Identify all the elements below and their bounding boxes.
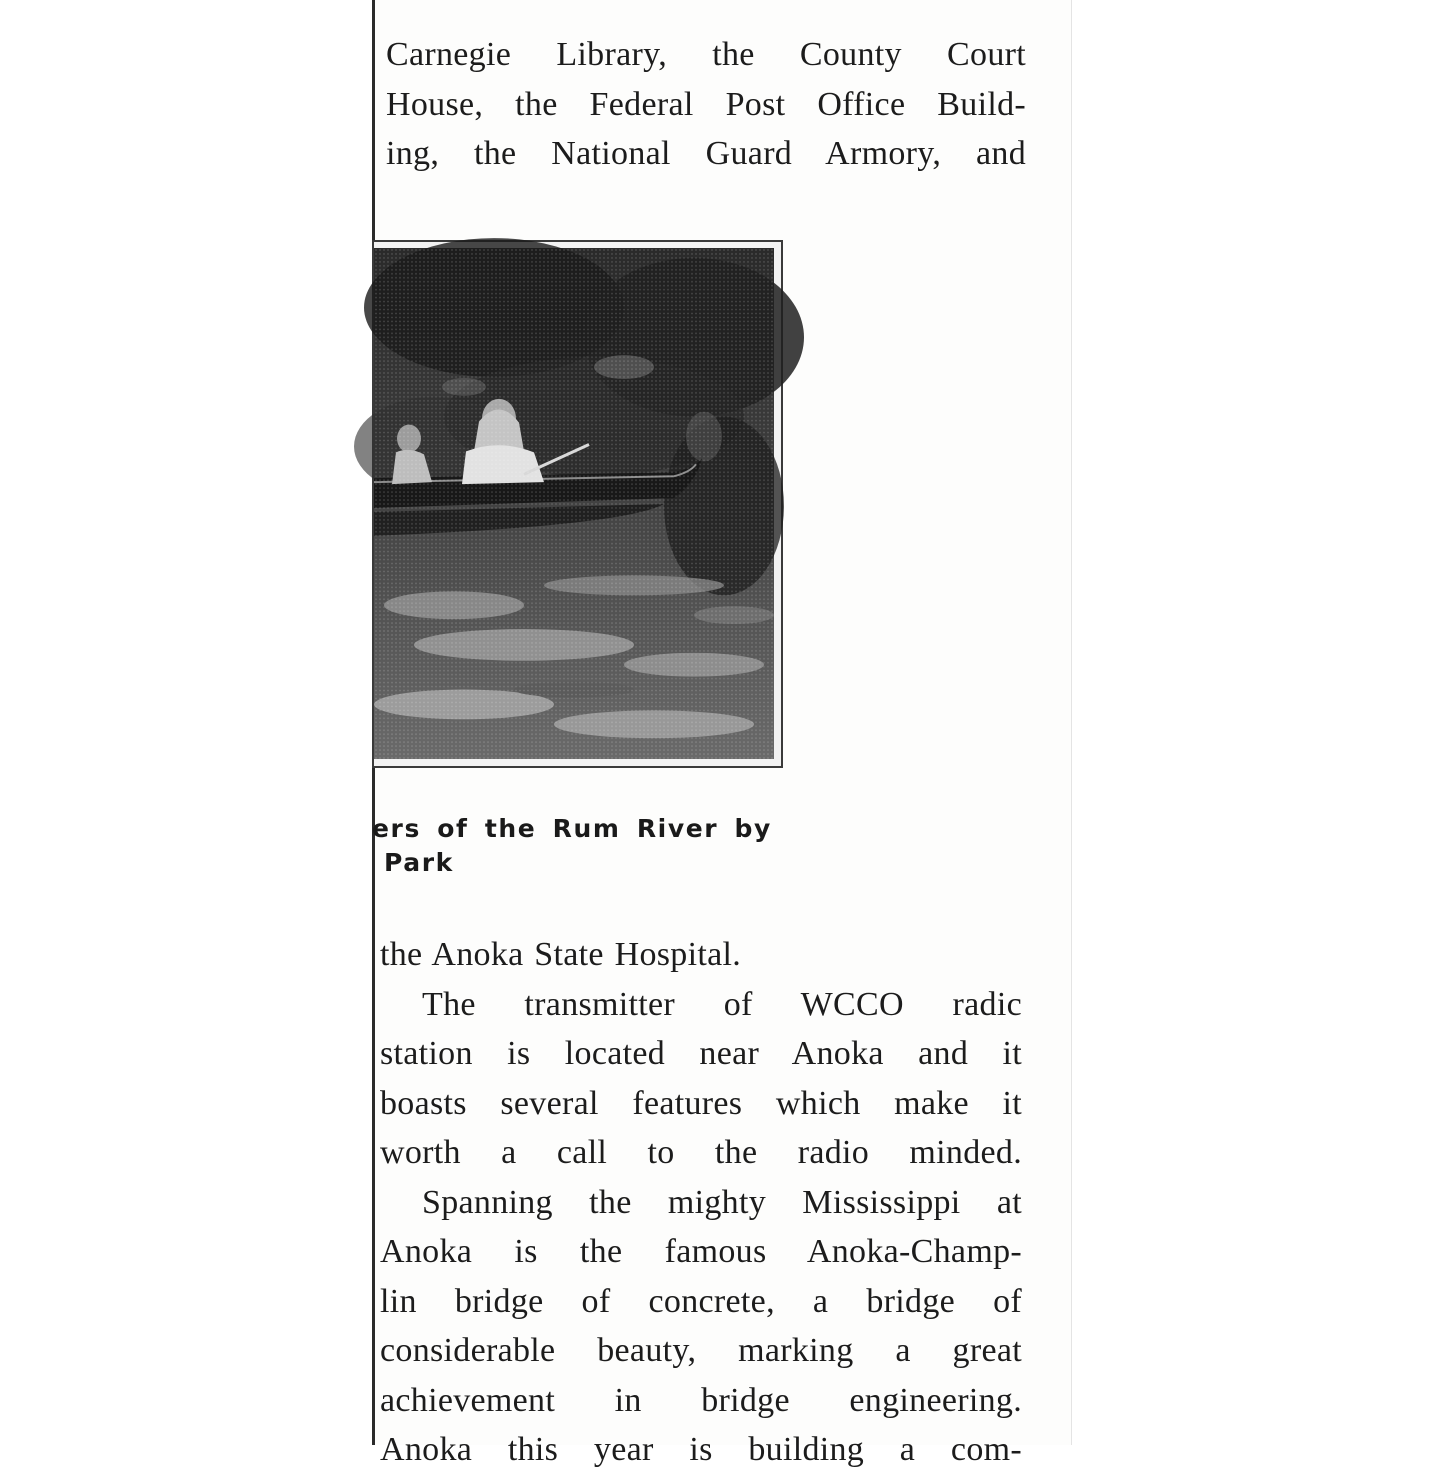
caption-line: ers of the Rum River by [372, 814, 772, 843]
text-line: boasts several features which make it [380, 1084, 1022, 1122]
bottom-paragraphs [380, 930, 1022, 1475]
text-line: ing, the National Guard Armory, and [386, 135, 1026, 172]
top-paragraph [386, 30, 1026, 179]
text-line: station is located near Anoka and it [380, 1035, 1022, 1072]
text-line: achievement in bridge engineering. [380, 1381, 1022, 1419]
caption-line: Park [384, 848, 454, 877]
text-line: considerable beauty, marking a great [380, 1332, 1022, 1369]
text-line: Spanning the mighty Mississippi at [422, 1183, 1022, 1221]
photo-caption [372, 812, 792, 880]
text-line: Anoka is the famous Anoka-Champ- [380, 1233, 1022, 1270]
canoe-photo-image [374, 248, 774, 759]
text-line: lin bridge of concrete, a bridge of [380, 1282, 1022, 1320]
text-line: worth a call to the radio minded. [380, 1134, 1022, 1171]
text-line: the Anoka State Hospital. [380, 936, 742, 973]
river-canoe-photo [372, 240, 783, 768]
text-line: House, the Federal Post Office Build- [386, 85, 1026, 123]
text-line: Anoka this year is building a com- [380, 1431, 1022, 1468]
text-line: Carnegie Library, the County Court [386, 36, 1026, 73]
text-line: The transmitter of WCCO radic [422, 985, 1022, 1023]
